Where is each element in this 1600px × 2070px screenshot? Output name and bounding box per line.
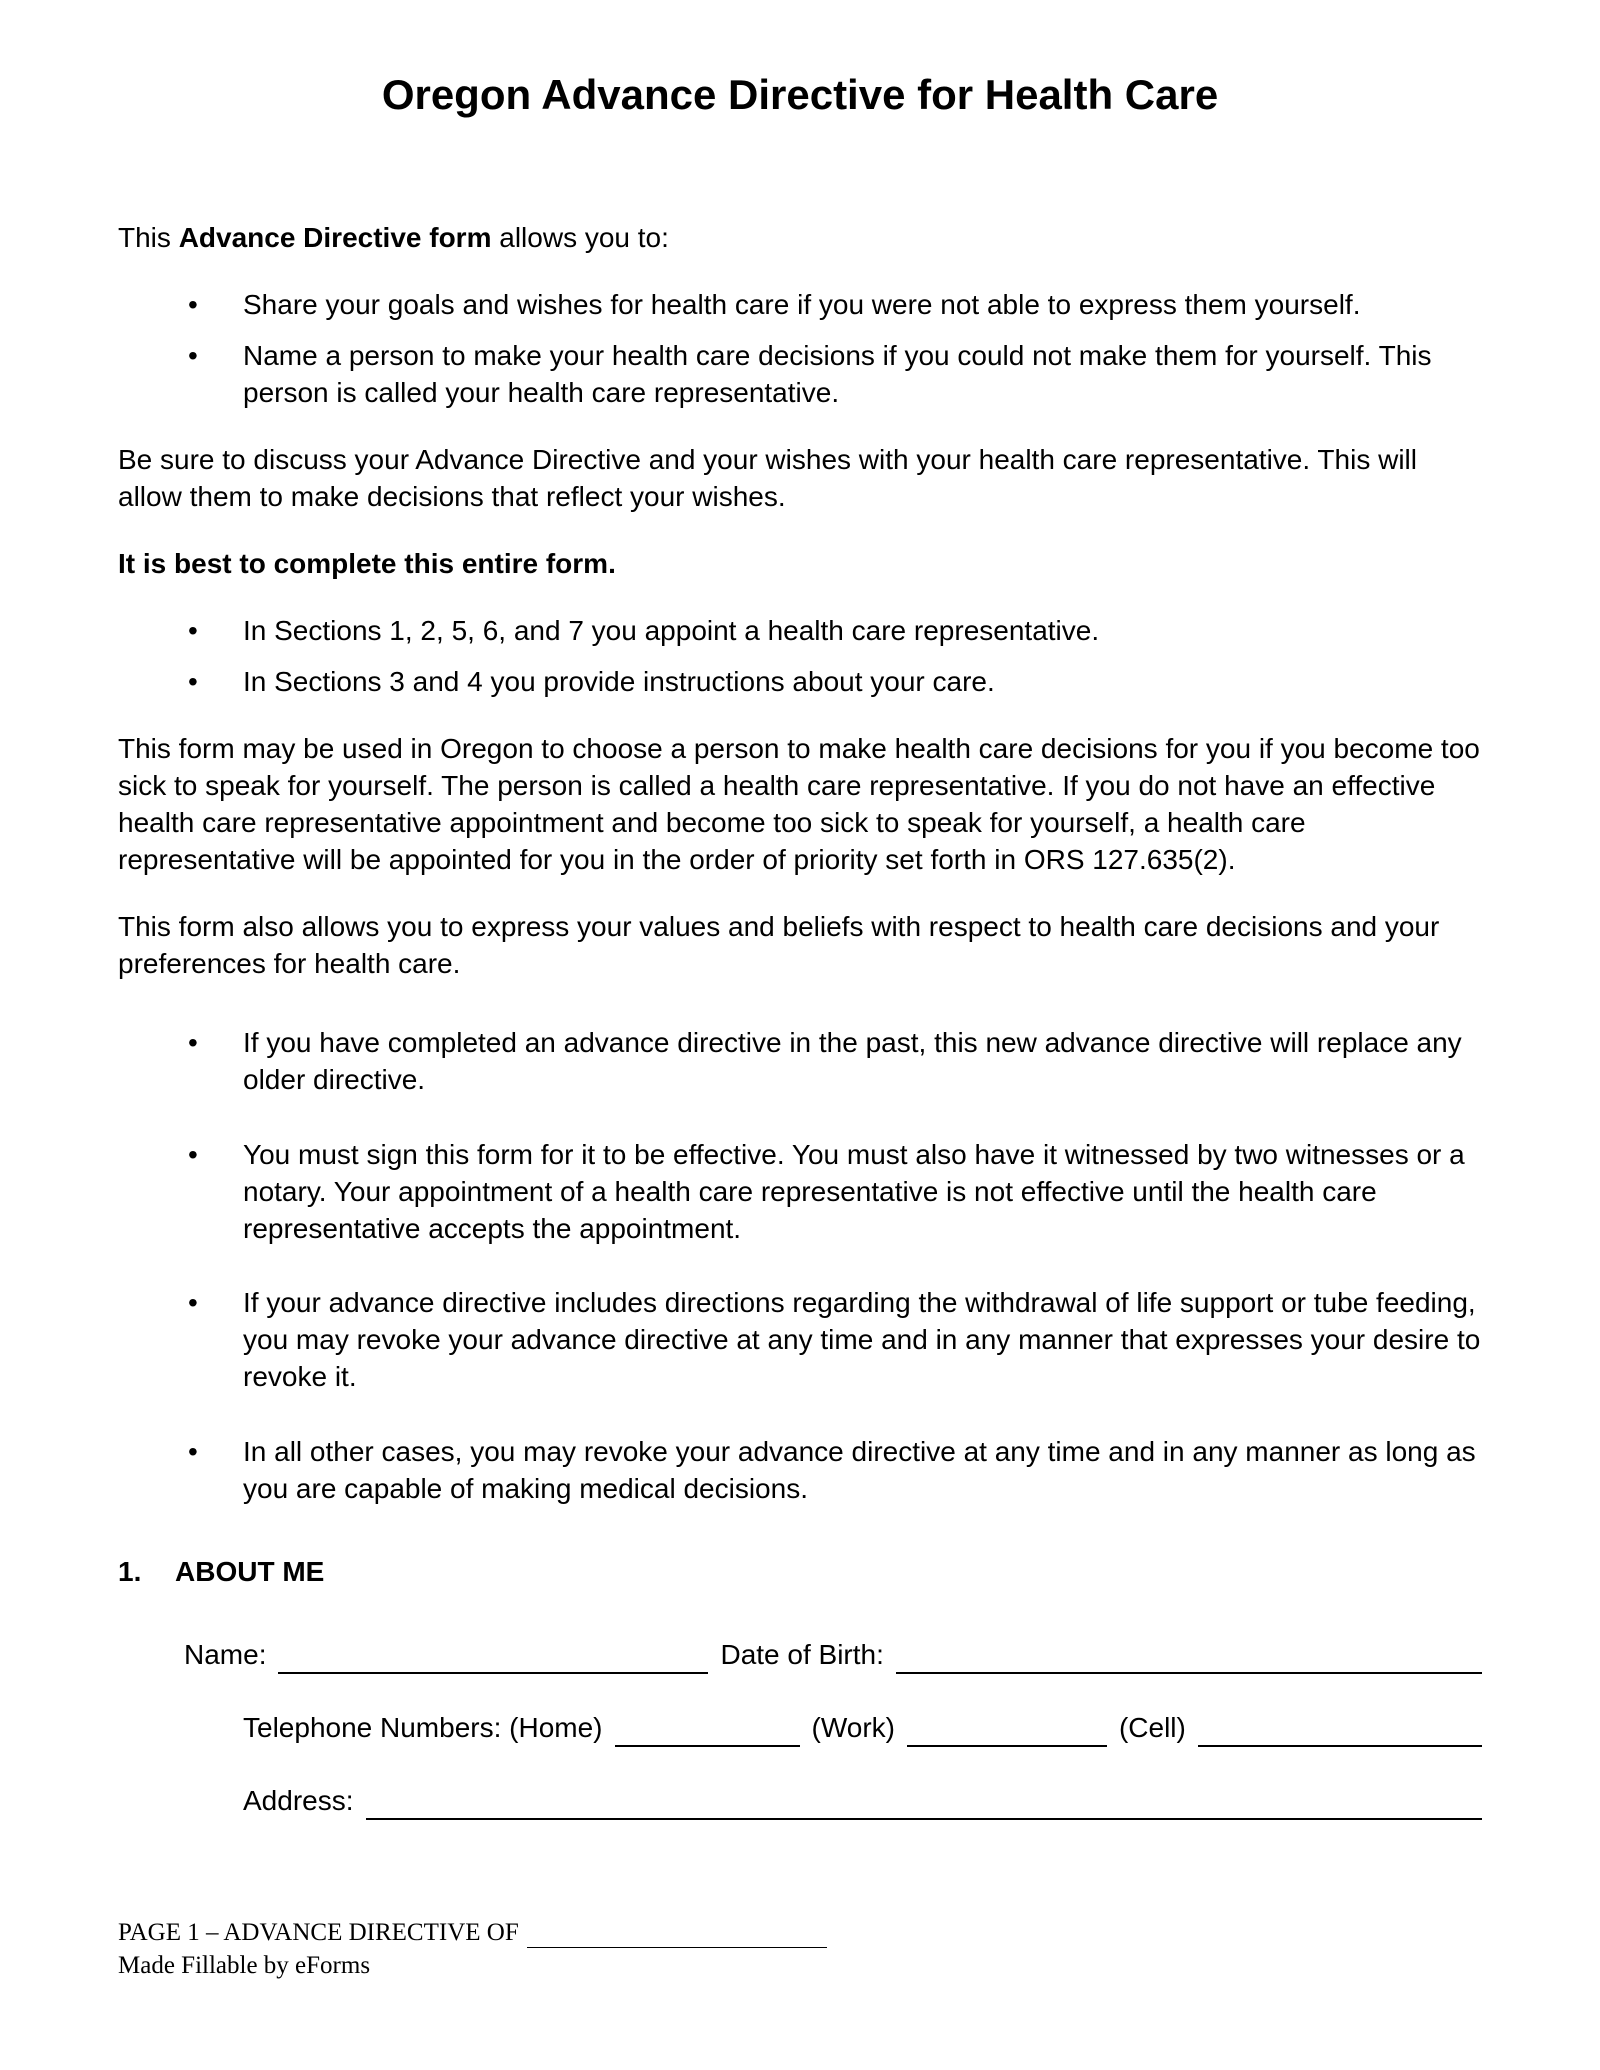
intro-bullet-list bbox=[118, 287, 1482, 412]
address-row bbox=[118, 1783, 1482, 1820]
list-item: • You must sign this form for it to be effective. You must also have it witnessed by two witnesses or a notary. Your appointment of a health care representative is not effective until the health care representative accepts the appointment. bbox=[243, 1137, 1482, 1248]
dob-field[interactable] bbox=[896, 1642, 1482, 1674]
list-item: • In Sections 1, 2, 5, 6, and 7 you appoint a health care representative. bbox=[243, 613, 1482, 650]
section-1-heading bbox=[118, 1554, 1482, 1591]
name-field[interactable] bbox=[278, 1642, 708, 1674]
phone-work-label: (Work) bbox=[811, 1712, 895, 1744]
footer-name-field[interactable] bbox=[527, 1928, 827, 1948]
footer-page-label: PAGE 1 – ADVANCE DIRECTIVE OF bbox=[118, 1919, 519, 1946]
info-bullet-list bbox=[118, 1025, 1482, 1509]
list-item: • In Sections 3 and 4 you provide instructions about your care. bbox=[243, 664, 1482, 701]
intro-suffix: allows you to: bbox=[491, 222, 669, 254]
values-paragraph: This form also allows you to express your values and beliefs with respect to health care decisions and your preferences for health care. bbox=[118, 910, 1440, 979]
usage-paragraph: This form may be used in Oregon to choose a person to make health care decisions for you if you become too sick to speak for yourself. The person is called a health care representative. If you do not have an effective health care representative appointment and become too sick to speak for yourself, a health care representative will be appointed for you in the order of priority set forth in ORS 127.635(2). bbox=[118, 732, 1480, 875]
discuss-paragraph: Be sure to discuss your Advance Directive and your wishes with your health care representative. This will allow them to make decisions that reflect your wishes. bbox=[118, 444, 1417, 513]
section-1-title: ABOUT ME bbox=[175, 1556, 325, 1588]
list-item: • Name a person to make your health care decisions if you could not make them for yourself. This person is called your health care representative. bbox=[243, 338, 1482, 412]
footer-made-by: Made Fillable by eForms bbox=[118, 1951, 371, 1979]
address-label: Address: bbox=[243, 1785, 354, 1817]
name-label: Name: bbox=[184, 1639, 267, 1671]
address-field[interactable] bbox=[366, 1788, 1483, 1820]
name-dob-row bbox=[118, 1637, 1482, 1674]
dob-label: Date of Birth: bbox=[720, 1639, 884, 1671]
footer-page-line bbox=[118, 1917, 827, 1950]
list-item: • In all other cases, you may revoke your advance directive at any time and in any manner as long as you are capable of making medical decisions. bbox=[243, 1434, 1482, 1508]
phone-cell-label: (Cell) bbox=[1118, 1712, 1186, 1744]
section-1-number: 1. bbox=[118, 1556, 142, 1588]
list-item: • If your advance directive includes directions regarding the withdrawal of life support or tube feeding, you may revoke your advance directive at any time and in any manner that expresses your desire to revoke it. bbox=[243, 1285, 1482, 1396]
telephone-row bbox=[118, 1710, 1482, 1747]
complete-form-bullet-list bbox=[118, 613, 1482, 701]
page-footer bbox=[118, 1917, 827, 1982]
phone-home-label: Telephone Numbers: (Home) bbox=[243, 1712, 603, 1744]
list-item: • If you have completed an advance directive in the past, this new advance directive will replace any older directive. bbox=[243, 1025, 1482, 1099]
phone-home-field[interactable] bbox=[615, 1715, 800, 1747]
intro-paragraph bbox=[118, 220, 1482, 257]
page-title: Oregon Advance Directive for Health Care bbox=[381, 71, 1219, 118]
intro-bold-phrase: Advance Directive form bbox=[178, 222, 492, 254]
phone-cell-field[interactable] bbox=[1198, 1715, 1482, 1747]
intro-prefix: This bbox=[118, 222, 179, 254]
list-item: • Share your goals and wishes for health care if you were not able to express them yourself. bbox=[243, 287, 1482, 324]
phone-work-field[interactable] bbox=[907, 1715, 1107, 1747]
complete-form-heading: It is best to complete this entire form. bbox=[118, 548, 616, 580]
